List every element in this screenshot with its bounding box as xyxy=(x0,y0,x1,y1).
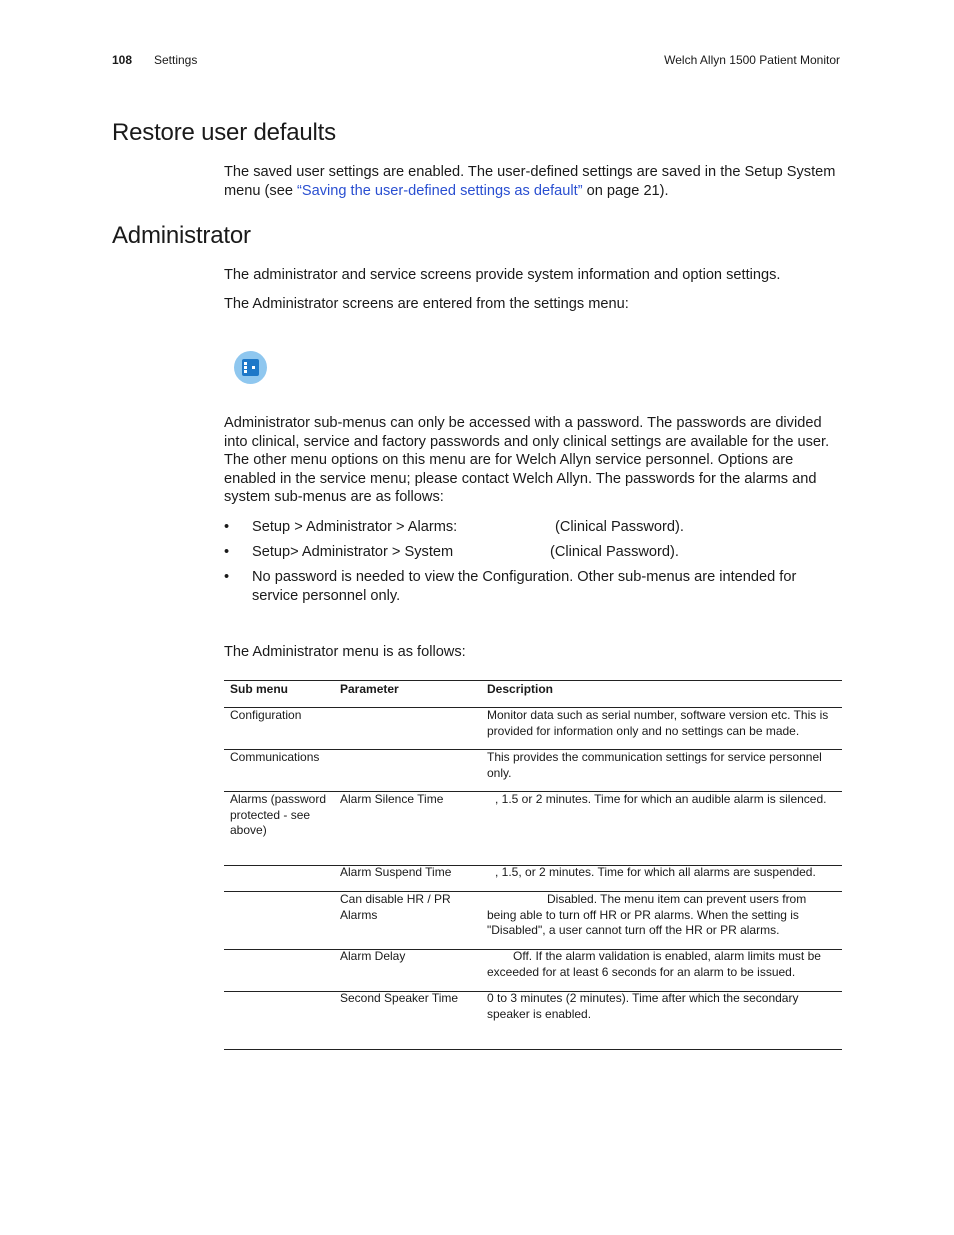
password-paragraph: Administrator sub-menus can only be accessed with a password. The passwords are divided into clinical, service and factory passwords and only clinical settings are available for the user. The other menu options on this menu are for Welch Allyn service personnel. Options are enabled in the service menu; please contact Welch Allyn. The passwords for the alarms and system sub-menus are as follows: xyxy=(224,415,830,506)
bullet-marker: • xyxy=(224,569,230,585)
bullet-alarms: Setup > Administrator > Alarms: xyxy=(252,519,458,535)
administrator-heading: Administrator xyxy=(112,222,251,249)
saving-defaults-link[interactable]: “Saving the user-defined settings as default” xyxy=(297,182,583,199)
row-second-speaker-description: 0 to 3 minutes (2 minutes). Time after which the secondary speaker is enabled. xyxy=(487,991,799,1021)
bullet-configuration: No password is needed to view the Configuration. Other sub-menus are intended for service personnel only. xyxy=(252,569,797,604)
admin-intro: The administrator and service screens provide system information and option settings. xyxy=(224,267,781,283)
row-alarm-delay-description-first: Off. If the alarm validation is enabled, alarm limits must be xyxy=(513,949,821,963)
row-disable-hr-parameter: Can disable HR / PR Alarms xyxy=(340,892,451,922)
section-name: Settings xyxy=(154,53,198,67)
table-bottom-rule xyxy=(224,1049,842,1050)
restore-text: The saved user settings are enabled. The user-defined settings are saved in the Setup System menu (see xyxy=(224,164,836,199)
bullet-marker: • xyxy=(224,544,230,560)
row-alarm-suspend-description: , 1.5, or 2 minutes. Time for which all alarms are suspended. xyxy=(495,865,816,879)
header-parameter: Parameter xyxy=(340,682,399,696)
row-alarm-silence-description: , 1.5 or 2 minutes. Time for which an audible alarm is silenced. xyxy=(495,792,827,806)
row-configuration-submenu: Configuration xyxy=(230,708,302,722)
page-number: 108 xyxy=(112,53,133,67)
bullet-system-password: (Clinical Password). xyxy=(550,544,679,560)
restore-paragraph xyxy=(224,163,842,200)
row-configuration-description: Monitor data such as serial number, software version etc. This is provided for information only and no settings can be made. xyxy=(487,708,829,738)
bullet-system: Setup> Administrator > System xyxy=(252,544,454,560)
row-alarm-suspend-parameter: Alarm Suspend Time xyxy=(340,865,452,879)
row-disable-hr-description-rest: being able to turn off HR or PR alarms. When the setting is "Disabled", a user cannot turn off the HR or PR alarms. xyxy=(487,907,799,938)
header-description: Description xyxy=(487,682,554,696)
row-disable-hr-description-first: Disabled. The menu item can prevent users from xyxy=(547,892,807,906)
header-submenu: Sub menu xyxy=(230,682,289,696)
admin-entry-text: The Administrator screens are entered from the settings menu: xyxy=(224,296,629,312)
row-alarm-delay-parameter: Alarm Delay xyxy=(340,949,406,963)
settings-menu-icon xyxy=(234,351,267,384)
row-disable-hr-description xyxy=(487,892,839,939)
table-top-rule xyxy=(224,680,842,681)
restore-text-end: on page 21). xyxy=(582,182,669,199)
row-second-speaker-parameter: Second Speaker Time xyxy=(340,991,459,1005)
bullet-alarms-password: (Clinical Password). xyxy=(555,519,684,535)
document-title: Welch Allyn 1500 Patient Monitor xyxy=(664,53,840,67)
table-intro: The Administrator menu is as follows: xyxy=(224,644,466,660)
bullet-marker: • xyxy=(224,519,230,535)
restore-heading: Restore user defaults xyxy=(112,119,336,146)
row-communications-description: This provides the communication settings for service personnel only. xyxy=(487,750,822,780)
row-alarm-delay-description xyxy=(487,949,839,980)
row-communications-submenu: Communications xyxy=(230,750,320,764)
row-alarm-delay-description-rest: exceeded for at least 6 seconds for an alarm to be issued. xyxy=(487,964,796,979)
row-alarms-submenu: Alarms (password protected - see above) xyxy=(230,792,327,838)
row-alarm-silence-parameter: Alarm Silence Time xyxy=(340,792,444,806)
